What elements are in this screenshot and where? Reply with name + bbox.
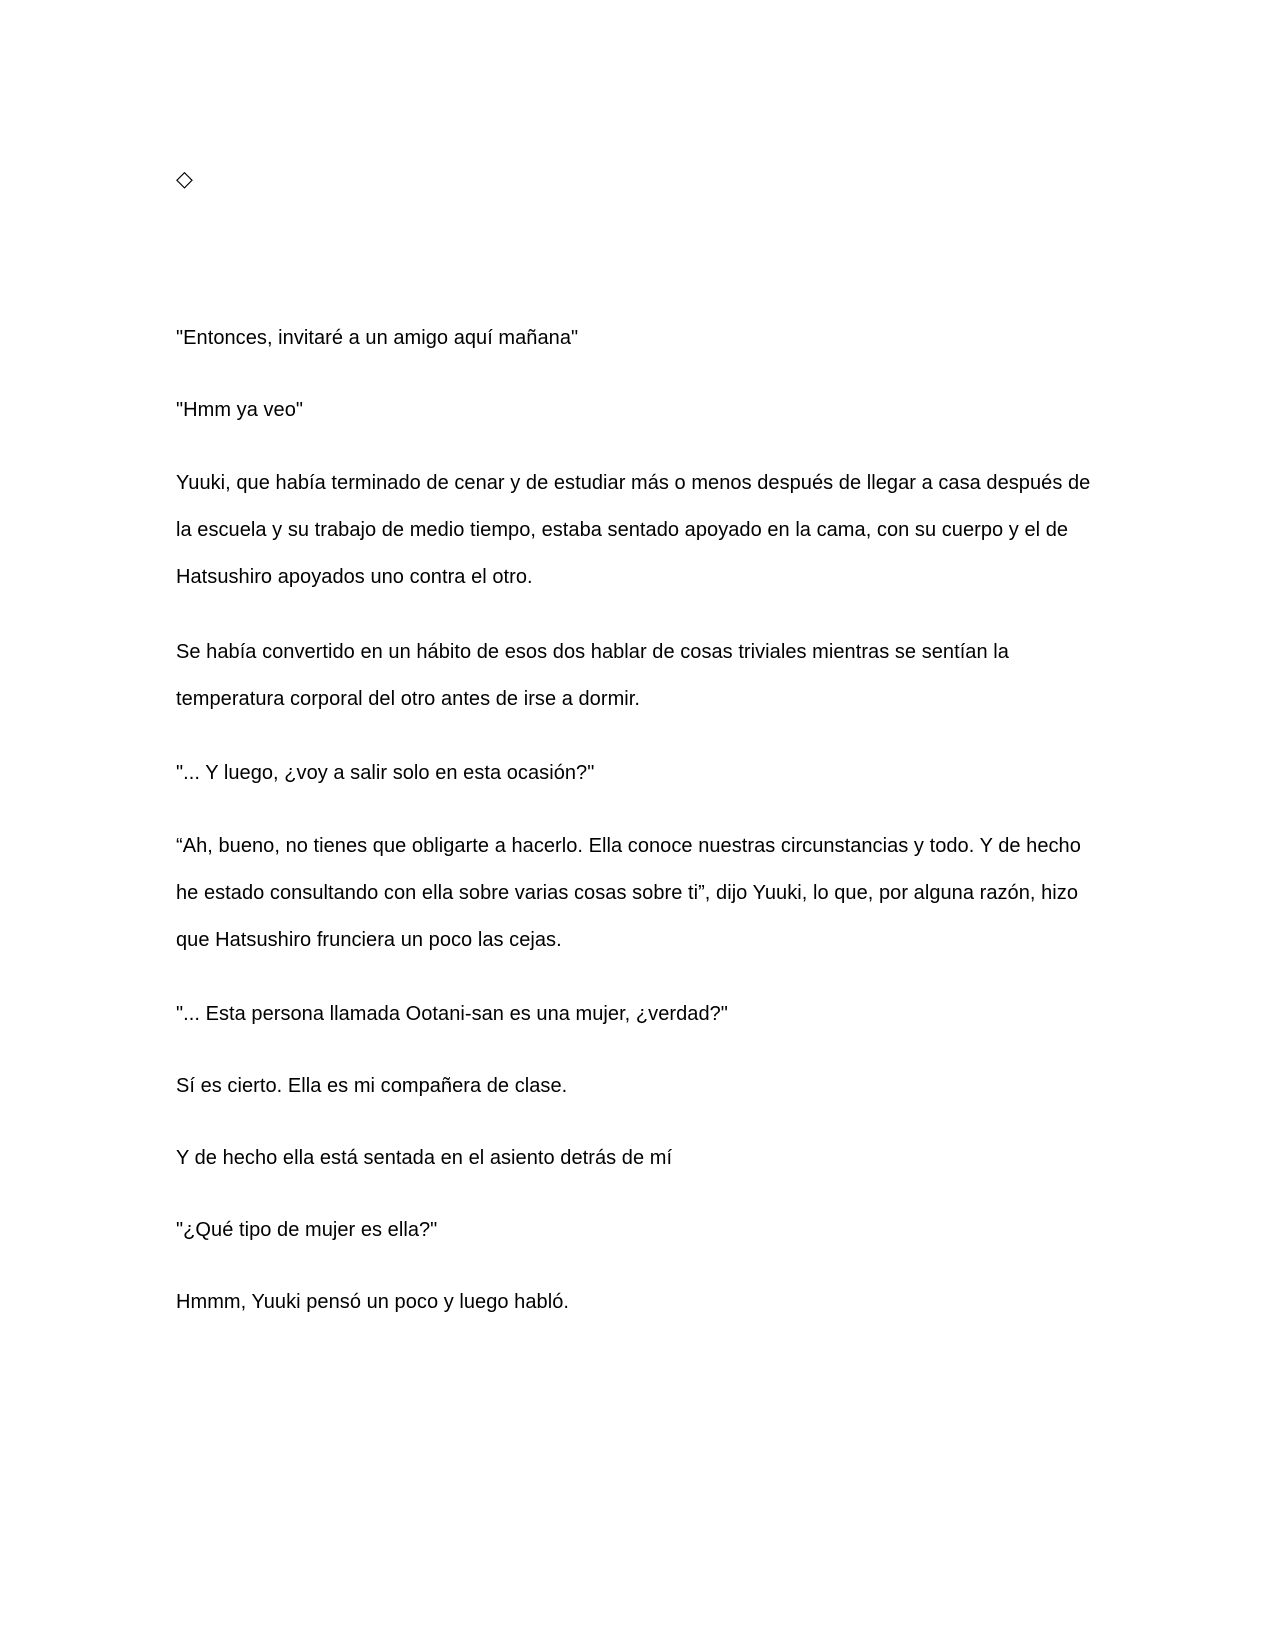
- paragraph-1: "Entonces, invitaré a un amigo aquí mañana": [176, 327, 579, 349]
- paragraph-7: "... Esta persona llamada Ootani-san es una mujer, ¿verdad?": [176, 1003, 728, 1025]
- document-body: [176, 316, 1106, 1352]
- paragraph-2: "Hmm ya veo": [176, 399, 304, 421]
- paragraph-4: Se había convertido en un hábito de esos dos hablar de cosas triviales mientras se sentían la temperatura corporal del otro antes de irse a dormir.: [176, 641, 1009, 710]
- paragraph-3: Yuuki, que había terminado de cenar y de estudiar más o menos después de llegar a casa después de la escuela y su trabajo de medio tiempo, estaba sentado apoyado en la cama, con su cuerpo y el de Hatsushiro apoyados uno contra el otro.: [176, 472, 1091, 588]
- paragraph-6: “Ah, bueno, no tienes que obligarte a hacerlo. Ella conoce nuestras circunstancias y todo. Y de hecho he estado consultando con ella sobre varias cosas sobre ti”, dijo Yuuki, lo que, por alguna razón, hizo que Hatsushiro frunciera un poco las cejas.: [176, 835, 1081, 951]
- paragraph-5: "... Y luego, ¿voy a salir solo en esta ocasión?": [176, 762, 595, 784]
- paragraph-8: Sí es cierto. Ella es mi compañera de clase.: [176, 1075, 568, 1097]
- scene-break-diamond-icon: ◇: [176, 167, 193, 192]
- paragraph-10: "¿Qué tipo de mujer es ella?": [176, 1219, 438, 1241]
- paragraph-11: Hmmm, Yuuki pensó un poco y luego habló.: [176, 1291, 569, 1313]
- paragraph-9: Y de hecho ella está sentada en el asiento detrás de mí: [176, 1147, 673, 1169]
